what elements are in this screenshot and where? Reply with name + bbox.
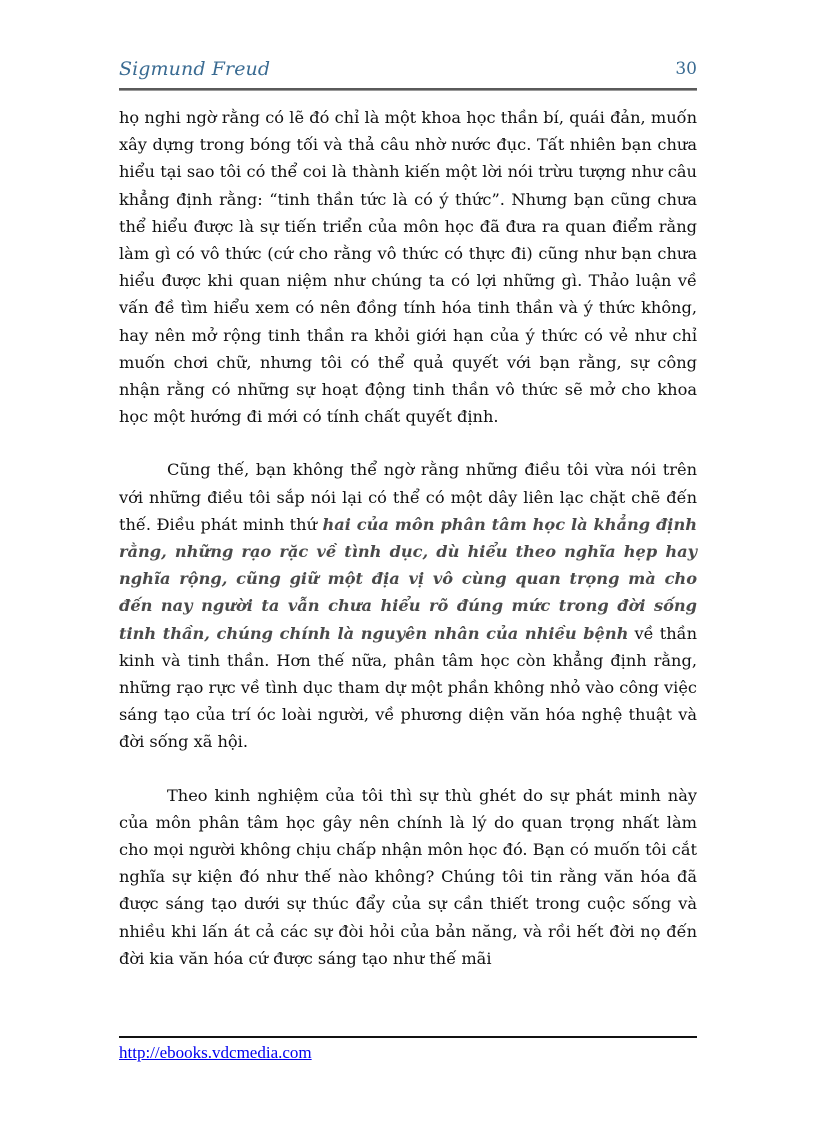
body-text [119,104,697,972]
paragraph-1-text: họ nghi ngờ rằng có lẽ đó chỉ là một khoa học thần bí, quái đản, muốn xây dựng trong bóng tối và thả câu nhờ nước đục. Tất nhiên bạn chưa hiểu tại sao tôi có thể coi là thành kiến một lời nói trừu tượng như câu khẳng định rằng: “tinh thần tức là có ý thức”. Nhưng bạn cũng chưa thể hiểu được là sự tiến triển của môn học đã đưa ra quan điểm rằng làm gì có vô thức (cứ cho rằng vô thức có thực đi) cũng như bạn chưa hiểu được khi quan niệm như chúng ta có lợi những gì. Thảo luận về vấn đề tìm hiểu xem có nên đồng tính hóa tinh thần và ý thức không, hay nên mở rộng tinh thần ra khỏi giới hạn của ý thức có vẻ như chỉ muốn chơi chữ, nhưng tôi có thể quả quyết với bạn rằng, sự công nhận rằng có những sự hoạt động tinh thần vô thức sẽ mở cho khoa học một hướng đi mới có tính chất quyết định. [119,108,697,427]
paragraph-3-text: Theo kinh nghiệm của tôi thì sự thù ghét do sự phát minh này của môn phân tâm học gây nên chính là lý do quan trọng nhất làm cho mọi người không chịu chấp nhận môn học đó. Bạn có muốn tôi cắt nghĩa sự kiện đó như thế nào không? Chúng tôi tin rằng văn hóa đã được sáng tạo dưới sự thúc đẩy của sự cần thiết trong cuộc sống và nhiều khi lấn át cả các sự đòi hỏi của bản năng, và rồi hết đời nọ đến đời kia văn hóa cứ được sáng tạo như thế mãi [119,785,697,968]
paragraph-2-emphasis: hai của môn phân tâm học là khẳng định rằng, những rạo rặc về tình dục, dù hiểu theo nghĩa hẹp hay nghĩa rộng, cũng giữ một địa vị vô cùng quan trọng mà cho đến nay người ta vẫn chưa hiểu rõ đúng mức trong đời sống tinh thần, chúng chính là nguyên nhân của nhiều bệnh [119,514,697,643]
paragraph-2-text-start: Cũng thế, bạn không thể ngờ rằng những điều tôi vừa nói trên với những điều tôi sắp nói lại có thể có một dây liên lạc chặt chẽ đến thế. Điều phát minh thứ [119,460,697,534]
page-number: 30 [675,59,697,79]
paragraph-1 [119,104,697,430]
header-rule [119,88,697,91]
running-header [119,58,697,82]
paragraph-2 [119,456,697,755]
header-author: Sigmund Freud [119,58,271,80]
footer-link[interactable]: http://ebooks.vdcmedia.com [119,1043,312,1062]
paragraph-2-text-end: về thần kinh và tinh thần. Hơn thế nữa, phân tâm học còn khẳng định rằng, những rạo rực về tình dục tham dự một phần không nhỏ vào công việc sáng tạo của trí óc loài người, về phương diện văn hóa nghệ thuật và đời sống xã hội. [119,623,697,752]
paragraph-3 [119,782,697,972]
footer-rule [119,1036,697,1038]
